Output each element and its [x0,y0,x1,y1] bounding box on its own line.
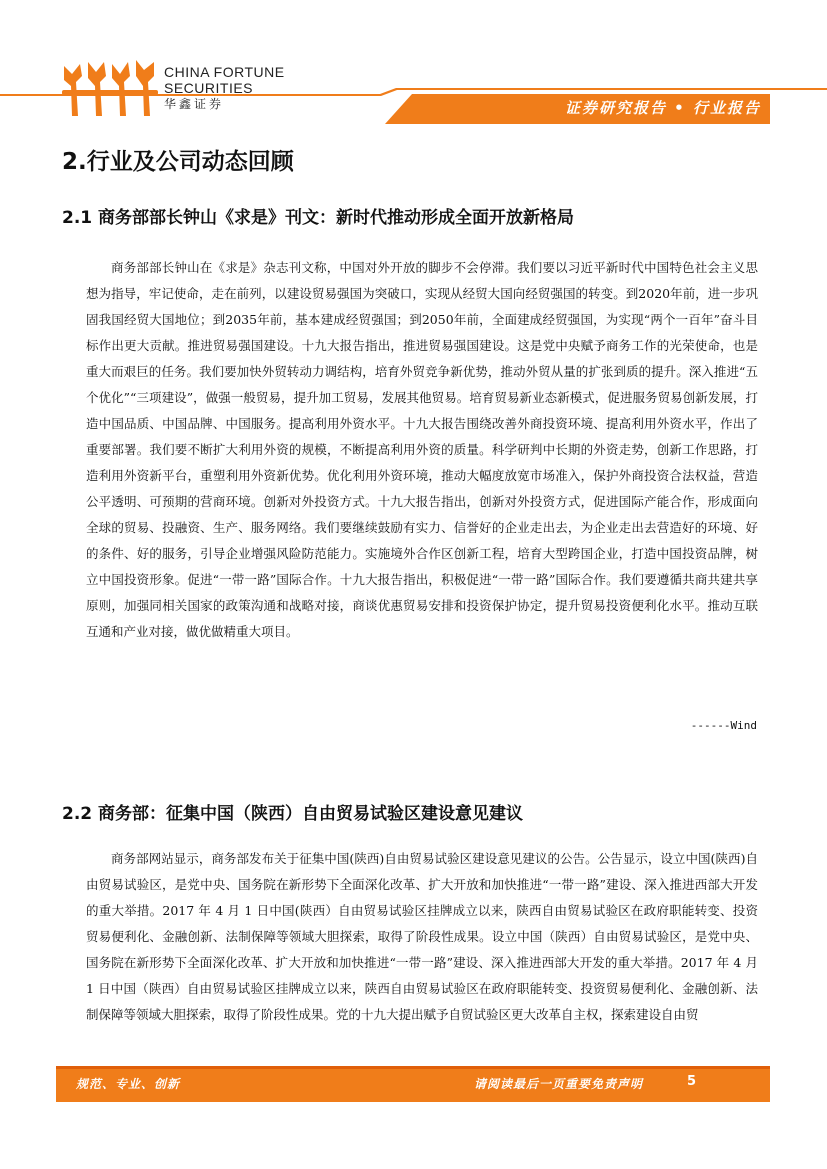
page-header [0,0,827,130]
brand-cn: 华鑫证券 [164,97,225,111]
brand-en-line2: SECURITIES [164,80,254,96]
article-1-heading: 2.1 商务部部长钟山《求是》刊文：新时代推动形成全面开放新格局 [62,208,575,228]
article-1-body: 商务部部长钟山在《求是》杂志刊文称，中国对外开放的脚步不会停滞。我们要以习近平新时代中国特色社会主义思想为指导，牢记使命，走在前列，以建设贸易强国为突破口，实现从经贸大国向经贸强国的转变。到2020年前，进一步巩固我国经贸大国地位；到2035年前，基本建成经贸强国；到2050年前，全面建成经贸强国，为实现“两个一百年”奋斗目标作出更大贡献。推进贸易强国建设。十九大报告指出，推进贸易强国建设。这是党中央赋予商务工作的光荣使命，也是重大而艰巨的任务。我们要加快外贸转动力调结构，培育外贸竞争新优势，推动外贸从量的扩张到质的提升。深入推进“五个优化”“三项建设”，做强一般贸易，提升加工贸易，发展其他贸易。培育贸易新业态新模式，促进服务贸易创新发展，打造中国品质、中国品牌、中国服务。提高利用外资水平。十九大报告围绕改善外商投资环境、提高利用外资水平，作出了重要部署。我们要不断扩大利用外资的规模，不断提高利用外资的质量。科学研判中长期的外资走势，创新工作思路，打造利用外资新平台，重塑利用外资新优势。优化利用外资环境，推动大幅度放宽市场准入，保护外商投资合法权益，营造公平透明、可预期的营商环境。创新对外投资方式。十九大报告指出，创新对外投资方式，促进国际产能合作，形成面向全球的贸易、投融资、生产、服务网络。我们要继续鼓励有实力、信誉好的企业走出去，为企业走出去营造好的环境、好的条件、好的服务，引导企业增强风险防范能力。实施境外合作区创新工程，培育大型跨国企业，打造中国投资品牌，树立中国投资形象。促进“一带一路”国际合作。十九大报告指出，积极促进“一带一路”国际合作。我们要遵循共商共建共享原则，加强同相关国家的政策沟通和战略对接，商谈优惠贸易安排和投资保护协定，提升贸易投资便利化水平。推动互联互通和产业对接，做优做精重大项目。 [86,260,758,639]
page-number: 5 [687,1074,697,1089]
brand-en-line1: CHINA FORTUNE [164,64,285,80]
article-2-body: 商务部网站显示，商务部发布关于征集中国(陕西)自由贸易试验区建设意见建议的公告。公告显示，设立中国(陕西)自由贸易试验区，是党中央、国务院在新形势下全面深化改革、扩大开放和加快推进“一带一路”建设、深入推进西部大开发的重大举措。2017 年 4 月 1 日中国(陕西）自由贸易试验区挂牌成立以来，陕西自由贸易试验区在政府职能转变、投资贸易便利化、金融创新、法制保障等领域大胆探索，取得了阶段性成果。设立中国（陕西）自由贸易试验区，是党中央、国务院在新形势下全面深化改革、扩大开放和加快推进“一带一路”建设、深入推进西部大开发的重大举措。2017 年 4 月 1 日中国（陕西）自由贸易试验区挂牌成立以来，陕西自由贸易试验区在政府职能转变、投资贸易便利化、金融创新、法制保障等领域大胆探索，取得了阶段性成果。党的十九大提出赋予自贸试验区更大改革自主权，探索建设自由贸 [86,851,758,1022]
footer-disclaimer[interactable]: 请阅读最后一页重要免责声明 [474,1077,644,1091]
report-type-label: 证券研究报告 • 行业报告 [564,99,761,117]
article-1-source: ------Wind [690,719,757,732]
footer-motto: 规范、专业、创新 [76,1077,181,1091]
section-title: 2.行业及公司动态回顾 [62,149,294,175]
article-2-heading: 2.2 商务部：征集中国（陕西）自由贸易试验区建设意见建议 [62,804,524,824]
